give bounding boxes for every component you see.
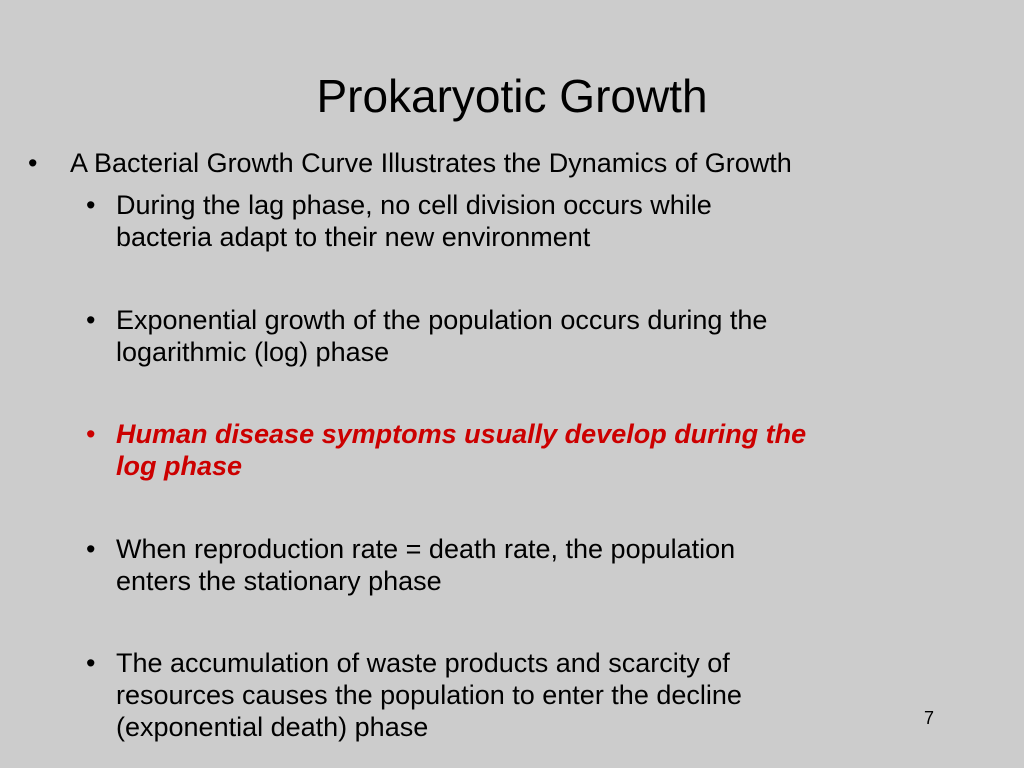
page-number: 7 [924,708,935,728]
sub-bullet-line: When reproduction rate = death rate, the population [116,534,736,564]
slide-title: Prokaryotic Growth [316,70,708,122]
sub-bullet-decline-phase [86,647,986,743]
bullet-marker: • [86,534,96,564]
bullet-marker: • [86,190,96,220]
sub-bullet-lag-phase [86,189,986,253]
bullet-marker: • [86,648,96,678]
sub-bullet-disease-symptoms [86,418,986,482]
sub-bullet-stationary-phase [86,533,986,597]
sub-bullet-line: logarithmic (log) phase [116,337,390,367]
sub-bullet-line: The accumulation of waste products and scarcity of [116,648,730,678]
sub-bullet-line: bacteria adapt to their new environment [116,222,591,252]
sub-bullet-line: enters the stationary phase [116,566,442,596]
sub-bullet-log-phase [86,304,986,368]
sub-bullet-line: log phase [116,451,243,481]
bullet-marker: • [86,305,96,335]
sub-bullet-line: During the lag phase, no cell division occurs while [116,190,712,220]
bullet-level1-text: A Bacterial Growth Curve Illustrates the Dynamics of Growth [70,148,792,178]
sub-bullet-line: resources causes the population to enter the decline [116,680,742,710]
sub-bullet-line: Human disease symptoms usually develop during the [116,419,807,449]
bullet-marker: • [28,148,38,178]
bullet-marker: • [86,419,96,449]
sub-bullet-line: Exponential growth of the population occurs during the [116,305,768,335]
sub-bullet-line: (exponential death) phase [116,712,429,742]
